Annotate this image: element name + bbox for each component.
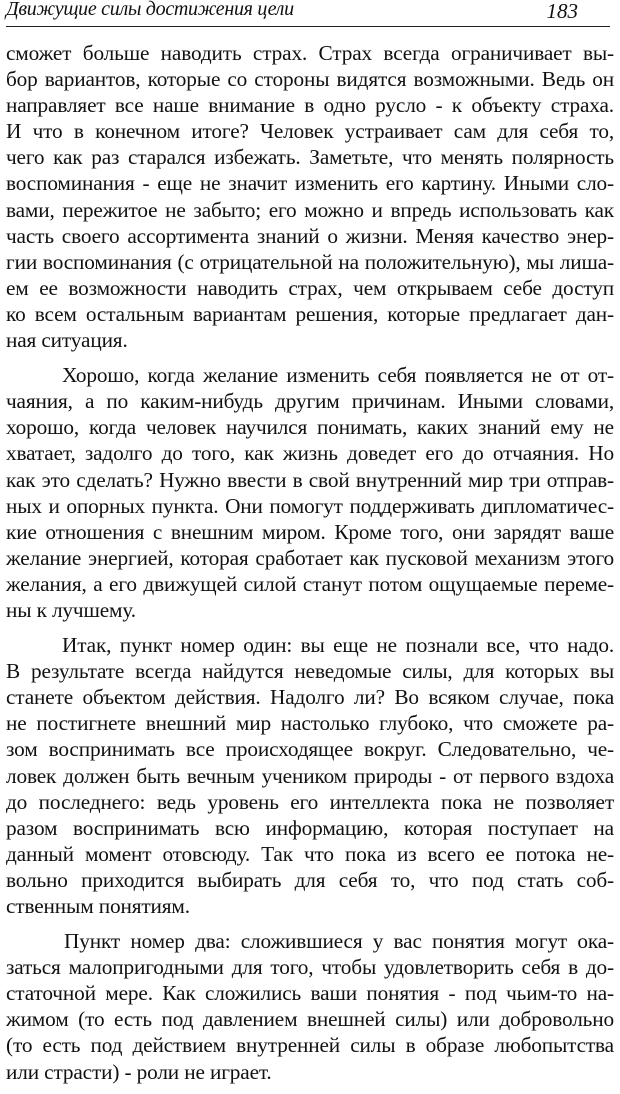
- text-line: до последнего: ведь уровень его интеллекта пока не позволяет: [6, 789, 614, 814]
- text-line: ственным понятиям.: [6, 894, 190, 918]
- text-line: сможет больше наводить страх. Страх всегда ограничивает вы-: [6, 41, 614, 65]
- text-line: ных и опорных пункта. Они помогут поддерживать дипломатичес-: [6, 493, 614, 518]
- paragraph: [6, 40, 614, 353]
- paragraph: [6, 928, 614, 1085]
- paragraph: [6, 632, 614, 919]
- text-line: И что в конечном итоге? Человек устраивает сам для себя то,: [6, 119, 614, 144]
- text-line: зом воспринимать все происходящее вокруг. Следовательно, че-: [6, 737, 614, 762]
- page-header: [6, 0, 610, 27]
- text-line: ко всем остальным вариантам решения, которые предлагает дан-: [6, 301, 614, 326]
- text-line: вами, пережитое не забыто; его можно и впредь использовать как: [6, 197, 614, 222]
- text-line: направляет все наше внимание в одно русло - к объекту страха.: [6, 93, 614, 118]
- text-line: кие отношения с внешним миром. Кроме того, они зарядят ваше: [6, 519, 614, 544]
- text-line: воспоминания - еще не значит изменить его картину. Иными сло-: [6, 171, 614, 196]
- text-line: желание энергией, которая сработает как пусковой механизм этого: [6, 545, 614, 570]
- text-line: статочной мере. Как сложились ваши понятия - под чьим-то на-: [6, 981, 614, 1006]
- text-line: Хорошо, когда желание изменить себя появляется не от от-: [62, 363, 614, 388]
- text-line: разом воспринимать всю информацию, которая поступает на: [6, 815, 614, 840]
- text-line: гии воспоминания (с отрицательной на положительную), мы лиша-: [6, 249, 614, 274]
- text-line: или страсти) - роли не играет.: [6, 1059, 272, 1084]
- text-line: заться малопригодными для того, чтобы удовлетворить себя в до-: [6, 955, 614, 980]
- text-line: жимом (то есть под давлением внешней силы) или добровольно: [6, 1007, 614, 1032]
- text-line: чаяния, а по каким-нибудь другим причинам. Иными словами,: [6, 389, 614, 414]
- text-line: станете объектом действия. Надолго ли? Во всяком случае, пока: [6, 685, 614, 710]
- page-body: [6, 40, 614, 1094]
- text-line: бор вариантов, которые со стороны видятся возможными. Ведь он: [6, 67, 614, 92]
- text-line: В результате всегда найдутся неведомые силы, для которых вы: [6, 659, 614, 684]
- text-line: желания, а его движущей силой станут потом ощущаемые переме-: [6, 571, 614, 596]
- text-line: Итак, пункт номер один: вы еще не познали все, что надо.: [62, 633, 614, 658]
- text-line: ловек должен быть вечным учеником природы - от первого вздоха: [6, 763, 614, 788]
- text-line: вольно приходится выбирать для себя то, что под стать соб-: [6, 867, 614, 892]
- text-line: Пункт номер два: сложившиеся у вас понятия могут ока-: [64, 929, 614, 954]
- text-line: чего как раз старался избежать. Заметьте, что менять полярность: [6, 145, 614, 170]
- page-number: 183: [546, 0, 578, 23]
- text-line: хорошо, когда человек научился понимать, каких знаний ему не: [6, 415, 614, 440]
- text-line: данный момент отовсюду. Так что пока из всего ее потока не-: [6, 841, 614, 866]
- text-line: (то есть под действием внутренней силы в образе любопытства: [6, 1033, 614, 1058]
- text-line: ем ее возможности наводить страх, чем открываем себе доступ: [6, 275, 614, 300]
- text-line: не постигнете внешний мир настолько глубоко, что сможете ра-: [6, 711, 614, 736]
- running-title: Движущие силы достижения цели: [6, 0, 294, 20]
- text-line: как это сделать? Нужно ввести в свой внутренний мир три отправ-: [6, 467, 614, 492]
- text-line: ная ситуация.: [6, 328, 128, 353]
- paragraph: [6, 362, 614, 623]
- text-line: хватает, задолго до того, как жизнь доведет его до отчаяния. Но: [6, 441, 614, 466]
- text-line: ны к лучшему.: [6, 597, 136, 622]
- text-line: часть своего ассортимента знаний о жизни. Меняя качество энер-: [6, 223, 614, 248]
